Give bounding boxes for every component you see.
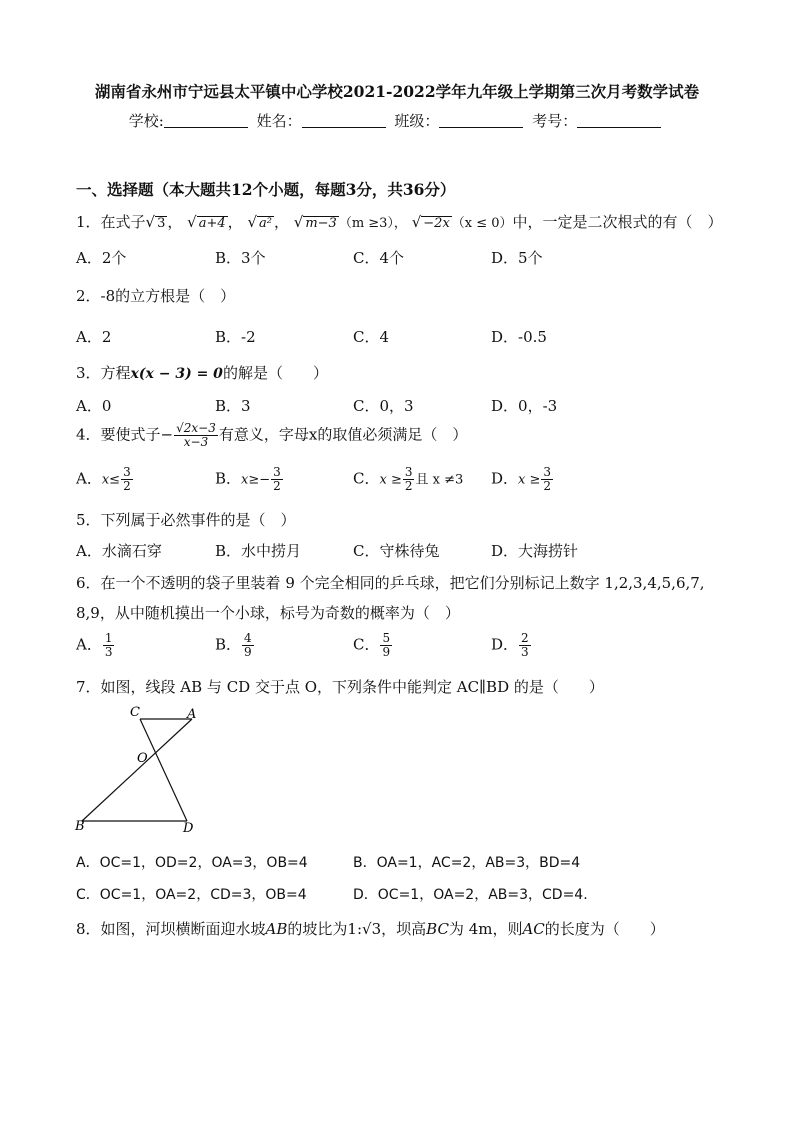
segment-cd [140, 719, 187, 821]
school-blank[interactable] [164, 113, 248, 128]
exam-no-label: 考号： [532, 112, 578, 130]
section-heading: 一、选择题（本大题共12个小题，每题3分，共36分） [76, 180, 456, 199]
q2-option-a[interactable]: A．2 [76, 328, 112, 346]
question-6-stem-line2: 8,9，从中随机摸出一个小球，标号为奇数的概率为（ ） [76, 604, 460, 622]
point-label-d: D [183, 821, 194, 836]
q1-option-b[interactable]: B．3个 [215, 249, 266, 267]
q3-option-a[interactable]: A．0 [76, 397, 112, 415]
q5-option-c[interactable]: C．守株待兔 [353, 542, 440, 560]
class-label: 班级： [394, 112, 440, 130]
q1-option-d[interactable]: D．5个 [491, 249, 543, 267]
point-label-o: O [137, 751, 148, 766]
q2-option-d[interactable]: D．-0.5 [491, 328, 547, 346]
q7-option-a[interactable]: A．OC=1，OD=2，OA=3，OB=4 [76, 855, 308, 871]
q7-option-d[interactable]: D．OC=1，OA=2，AB=3，CD=4. [353, 887, 588, 903]
q1-option-a[interactable]: A．2个 [76, 249, 127, 267]
question-6-stem-line1: 6．在一个不透明的袋子里装着 9 个完全相同的乒乓球，把它们分别标记上数字 1,2,3,4,5,6,7, [76, 574, 705, 592]
q5-option-a[interactable]: A．水滴石穿 [76, 542, 162, 560]
q5-option-b[interactable]: B．水中捞月 [215, 542, 302, 560]
point-label-a: A [187, 707, 197, 722]
question-2-stem: 2．-8的立方根是（ ） [76, 287, 236, 305]
q3-option-d[interactable]: D．0，-3 [491, 397, 558, 415]
q6-option-d[interactable]: D． $\frac{2}{3}$ [491, 631, 529, 659]
name-blank[interactable] [302, 113, 386, 128]
q4-option-b[interactable]: B．x≥− $\frac{3}{2}$ [215, 465, 281, 493]
point-label-b: B [75, 819, 85, 834]
question-4-stem: 4．要使式子− $\frac{√2x-3}{x-3}$ 有意义，字母x的取值必须满足（ ） [76, 421, 468, 449]
q6-option-b[interactable]: B． $\frac{4}{9}$ [215, 631, 252, 659]
segment-ab [82, 719, 192, 821]
q4-option-a[interactable]: A．x≤ $\frac{3}{2}$ [76, 465, 131, 493]
school-label: 学校: [128, 112, 164, 130]
question-1-stem: 1．在式子√ 3 ， √ a+4 ， √ a² ， √ m−3 （m ≥3）， √ −2x （x ≤ 0）中，一定是二次根式的有（ ） [76, 213, 723, 231]
q7-option-b[interactable]: B．OA=1，AC=2，AB=3，BD=4 [353, 855, 581, 871]
class-blank[interactable] [439, 113, 523, 128]
question-5-stem: 5．下列属于必然事件的是（ ） [76, 511, 296, 529]
point-label-c: C [130, 705, 140, 720]
q4-option-d[interactable]: D．x ≥ $\frac{3}{2}$ [491, 465, 552, 493]
q7-figure [70, 700, 220, 840]
q3-option-b[interactable]: B．3 [215, 397, 251, 415]
question-3-stem: 3．方程x(x − 3) = 0的解是（ ） [76, 364, 328, 382]
q3-option-c[interactable]: C．0，3 [353, 397, 414, 415]
question-7-stem: 7．如图，线段 AB 与 CD 交于点 O，下列条件中能判定 AC∥BD 的是（ ） [76, 678, 604, 696]
q6-option-a[interactable]: A． $\frac{1}{3}$ [76, 631, 113, 659]
q2-option-c[interactable]: C．4 [353, 328, 390, 346]
q7-option-c[interactable]: C．OC=1，OA=2，CD=3，OB=4 [76, 887, 307, 903]
q4-option-c[interactable]: C．x ≥ $\frac{3}{2}$ 且 x ≠3 [353, 465, 464, 493]
q5-option-d[interactable]: D．大海捞针 [491, 542, 579, 560]
q2-option-b[interactable]: B．-2 [215, 328, 256, 346]
exam-title: 湖南省永州市宁远县太平镇中心学校2021-2022学年九年级上学期第三次月考数学试卷 [94, 82, 700, 101]
name-label: 姓名： [256, 112, 302, 130]
question-8-stem: 8．如图，河坝横断面迎水坡AB的坡比为1:√3，坝高BC为 4m，则AC的长度为（ ） [76, 920, 665, 938]
q4-expression: $\frac{√2x-3}{x-3}$ [176, 421, 216, 449]
exam-no-blank[interactable] [577, 113, 661, 128]
student-info-row [0, 110, 794, 131]
q6-option-c[interactable]: C． $\frac{5}{9}$ [353, 631, 391, 659]
q1-option-c[interactable]: C．4个 [353, 249, 405, 267]
